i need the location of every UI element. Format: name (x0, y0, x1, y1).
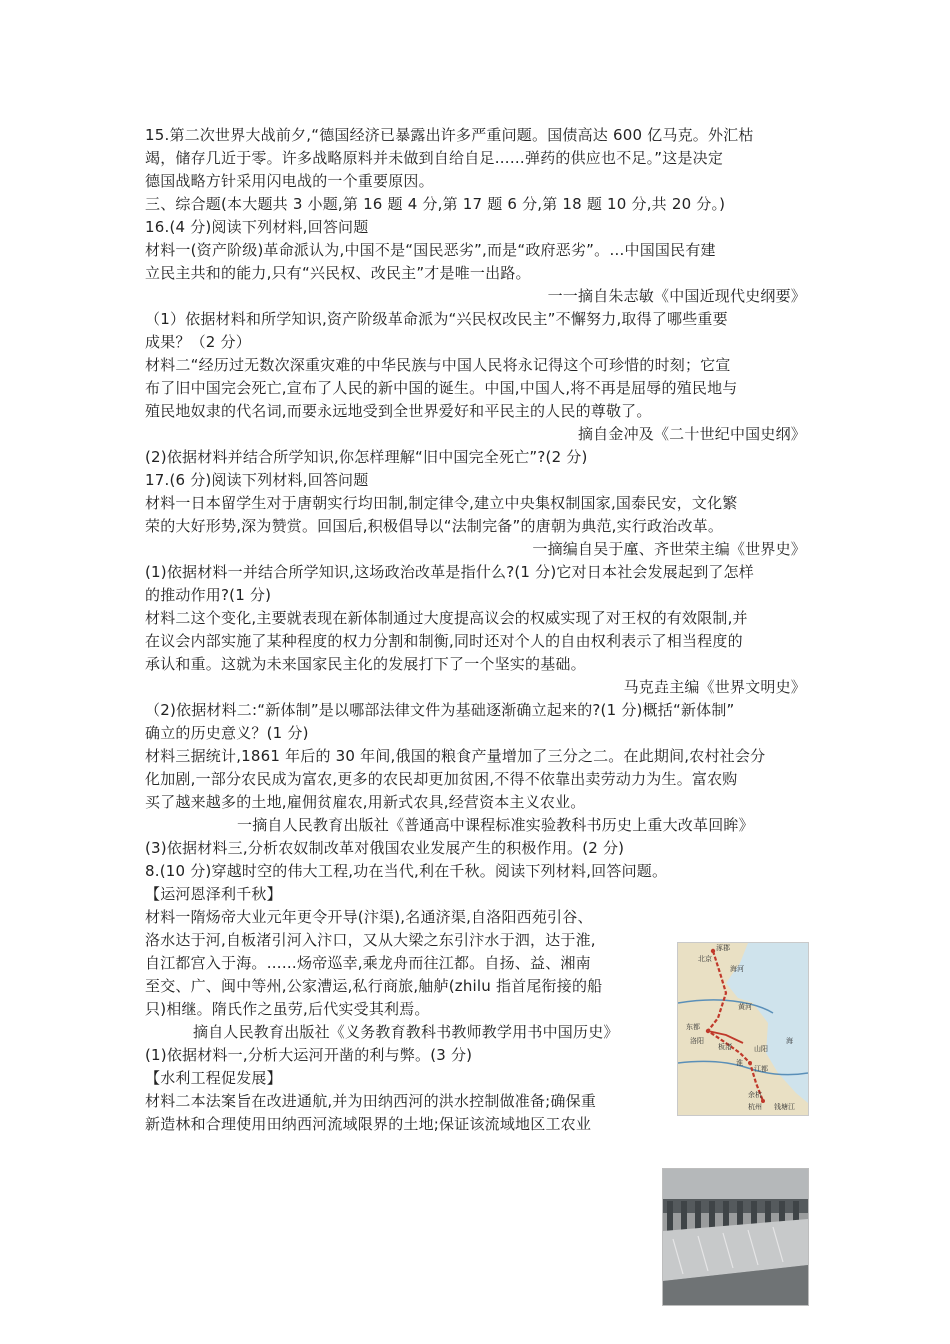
q17-material-1-line-1: 材料一日本留学生对于唐朝实行均田制,制定律令,建立中央集权制国家,国泰民安，文化繁 (145, 494, 738, 512)
q18-material-1-line-4: 至交、广、闽中等州,公家漕运,私行商旅,舳舻(zhilu 指首尾衔接的船 (145, 977, 603, 995)
map-label-luoyang: 洛阳 (690, 1037, 704, 1045)
q16-question-1-line-1: （1）依据材料和所学知识,资产阶级革命派为“兴民权改民主”不懈努力,取得了哪些重要 (145, 310, 728, 328)
q16-material-1-line-2: 立民主共和的能力,只有“兴民权、改民主”才是唯一出路。 (145, 264, 531, 282)
q17-question-1-line-1: (1)依据材料一并结合所学知识,这场政治改革是指什么?(1 分)它对日本社会发展起到了怎样 (145, 563, 754, 581)
map-label-hangzhou: 杭州 (748, 1103, 762, 1111)
q15-line-1: 15.第二次世界大战前夕,“德国经济已暴露出许多严重问题。国债高达 600 亿马克。外汇枯 (145, 126, 754, 144)
q18-material-1-line-2: 洛水达于河,自板渚引河入汴口，又从大梁之东引汴水于泗，达于淮, (145, 931, 596, 949)
q15-line-3: 德国战略方针采用闪电战的一个重要原因。 (145, 172, 434, 190)
map-label-shanyang: 山阳 (754, 1045, 768, 1053)
q17-material-2-line-1: 材料二这个变化,主要就表现在新体制通过大度提高议会的权威实现了对王权的有效限制,并 (145, 609, 748, 627)
map-label-banzhu: 板渚 (718, 1043, 732, 1051)
map-label-dongdu: 东都 (686, 1023, 700, 1031)
q18-heading: 8.(10 分)穿越时空的伟大工程,功在当代,利在千秋。阅读下列材料,回答问题。 (145, 862, 668, 880)
q16-material-2-line-2: 布了旧中国完会死亡,宣布了人民的新中国的诞生。中国,中国人,将不再是屈辱的殖民地与 (145, 379, 738, 397)
map-label-huanghe: 黄河 (738, 1003, 752, 1011)
q17-material-3-source: 一摘自人民教育出版社《普通高中课程标准实验教科书历史上重大改革回眸》 (237, 816, 754, 834)
q17-question-3: (3)依据材料三,分析农奴制改革对俄国农业发展产生的积极作用。(2 分) (145, 839, 625, 857)
q17-question-2-line-1: （2)依据材料二:“新体制”是以哪部法律文件为基础逐渐确立起来的?(1 分)概括“新体制” (145, 701, 735, 719)
q17-question-1-line-2: 的推动作用?(1 分) (145, 586, 272, 604)
map-label-yuhang: 余杭 (748, 1091, 762, 1099)
map-label-jiangdu: 江都 (754, 1065, 768, 1073)
q17-material-2-line-2: 在议会内部实施了某种程度的权力分割和制衡,同时还对个人的自由权利表示了相当程度的 (145, 632, 743, 650)
q18-material-1-line-5: 只)相继。隋氏作之虽劳,后代实受其利焉。 (145, 1000, 430, 1018)
q18-material-1-line-1: 材料一隋炀帝大业元年更令开导(汴渠),名通济渠,自洛阳西苑引谷、 (145, 908, 593, 926)
q17-material-2-line-3: 承认和重。这就为未来国家民主化的发展打下了一个坚实的基础。 (145, 655, 586, 673)
dam-photo (662, 1168, 809, 1306)
q17-material-1-line-2: 荣的大好形势,深为赞赏。回国后,积极倡导以“法制完备”的唐朝为典范,实行政治改革。 (145, 517, 724, 535)
q18-material-1-line-3: 自江都宫入于海。……炀帝巡幸,乘龙舟而往江都。自扬、益、湘南 (145, 954, 591, 972)
q16-material-2-line-1: 材料二“经历过无数次深重灾难的中华民族与中国人民将永记得这个可珍惜的时刻；它宣 (145, 356, 731, 374)
q16-material-1-source: 一一摘自朱志敏《中国近现代史纲要》 (547, 287, 806, 305)
map-label-haihe: 海河 (730, 965, 744, 973)
map-label-beijing: 北京 (698, 955, 712, 963)
q18-question-1: (1)依据材料一,分析大运河开凿的利与弊。(3 分) (145, 1046, 473, 1064)
map-label-huai: 淮 (736, 1059, 743, 1067)
q17-material-2-source: 马克垚主编《世界文明史》 (623, 678, 806, 696)
q18-subheading-water: 【水利工程促发展】 (145, 1069, 282, 1087)
q16-material-1-line-1: 材料一(资产阶级)革命派认为,中国不是“国民恶劣”,而是“政府恶劣”。…中国国民有建 (145, 241, 716, 259)
q17-material-3-line-3: 买了越来越多的土地,雇佣贫雇农,用新式农具,经营资本主义农业。 (145, 793, 586, 811)
map-label-qiantangjiang: 钱塘江 (774, 1103, 795, 1111)
q18-subheading-canal: 【运河恩泽利千秋】 (145, 885, 282, 903)
q18-material-2-line-1: 材料二本法案旨在改进通航,并为田纳西河的洪水控制做准备;确保重 (145, 1092, 597, 1110)
q16-material-2-source: 摘自金冲及《二十世纪中国史纲》 (577, 425, 806, 443)
q17-material-3-line-1: 材料三据统计,1861 年后的 30 年间,俄国的粮食产量增加了三分之二。在此期间,农村社会分 (145, 747, 766, 765)
q16-question-2: (2)依据材料并结合所学知识,你怎样理解“旧中国完全死亡”?(2 分) (145, 448, 588, 466)
q17-material-1-source: 一摘编自吴于廑、齐世荣主编《世界史》 (532, 540, 806, 558)
map-label-sea: 海 (786, 1037, 793, 1045)
section-heading: 三、综合题(本大题共 3 小题,第 16 题 4 分,第 17 题 6 分,第 18 题 10 分,共 20 分。) (145, 195, 726, 213)
q17-material-3-line-2: 化加剧,一部分农民成为富农,更多的农民却更加贫困,不得不依靠出卖劳动力为生。富农购 (145, 770, 738, 788)
q17-heading: 17.(6 分)阅读下列材料,回答问题 (145, 471, 369, 489)
q15-line-2: 竭，储存几近于零。许多战略原料并未做到自给自足……弹药的供应也不足。”这是决定 (145, 149, 724, 167)
grand-canal-map (677, 942, 809, 1116)
map-label-zhuojun: 涿郡 (716, 944, 730, 952)
q17-question-2-line-2: 确立的历史意义？(1 分) (145, 724, 309, 742)
q16-material-2-line-3: 殖民地奴隶的代名词,而要永远地受到全世界爱好和平民主的人民的尊敬了。 (145, 402, 652, 420)
q18-material-2-line-2: 新造林和合理使用田纳西河流域限界的土地;保证该流域地区工农业 (145, 1115, 592, 1133)
q16-heading: 16.(4 分)阅读下列材料,回答问题 (145, 218, 369, 236)
q16-question-1-line-2: 成果？（2 分） (145, 333, 251, 351)
q18-material-1-source: 摘自人民教育出版社《义务教育教科书教师教学用书中国历史》 (193, 1023, 619, 1041)
